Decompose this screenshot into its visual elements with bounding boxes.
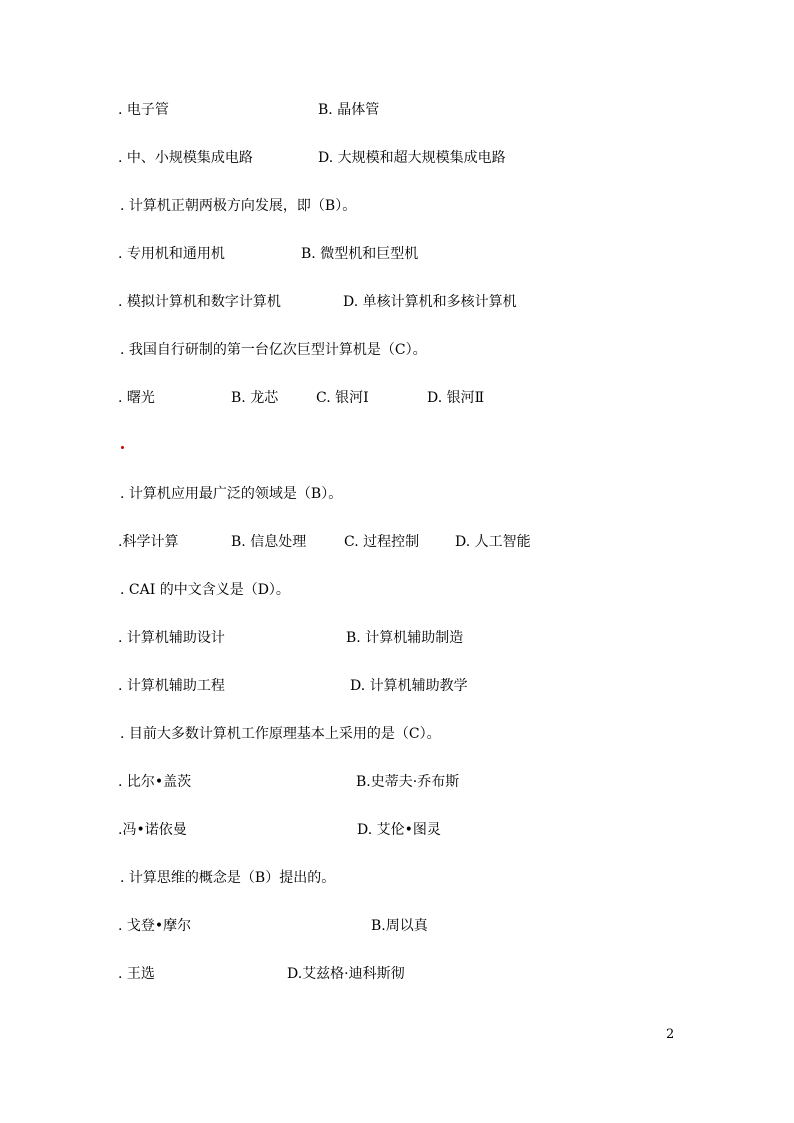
- option-a: . 专用机和通用机: [118, 246, 225, 262]
- red-dot-mark: [121, 446, 124, 449]
- option-a: . 比尔•盖茨: [118, 774, 192, 790]
- option-d: D.艾兹格·迪科斯彻: [287, 966, 405, 982]
- option-a: . 电子管: [118, 102, 169, 118]
- option-d: D. 计算机辅助教学: [350, 678, 468, 694]
- question-text: . 我国自行研制的第一台亿次巨型计算机是（C）。: [120, 342, 427, 358]
- question-text: . 计算思维的概念是（B）提出的。: [120, 870, 336, 886]
- question-text: . 计算机应用最广泛的领域是（B）。: [120, 486, 343, 502]
- page-number: 2: [666, 1027, 675, 1042]
- option-a: .科学计算: [118, 534, 179, 550]
- option-a: . 戈登•摩尔: [118, 918, 192, 934]
- option-b: B.史蒂夫·乔布斯: [356, 774, 460, 790]
- option-c: . 模拟计算机和数字计算机: [118, 294, 281, 310]
- question-text: . 计算机正朝两极方向发展，即（B）。: [120, 198, 357, 214]
- option-d: D. 人工智能: [455, 534, 531, 550]
- option-c: .冯•诺依曼: [118, 822, 187, 838]
- question-text: . CAI 的中文含义是（D）。: [120, 582, 290, 598]
- option-b: B. 信息处理: [231, 534, 307, 550]
- option-d: D. 银河Ⅱ: [427, 390, 485, 406]
- option-b: B. 微型机和巨型机: [301, 246, 419, 262]
- option-b: B. 龙芯: [231, 390, 279, 406]
- option-a: . 计算机辅助设计: [118, 630, 225, 646]
- option-c: . 中、小规模集成电路: [118, 150, 253, 166]
- question-text: . 目前大多数计算机工作原理基本上采用的是（C）。: [120, 726, 441, 742]
- option-d: D. 单核计算机和多核计算机: [343, 294, 517, 310]
- option-b: B. 计算机辅助制造: [346, 630, 464, 646]
- option-d: D. 艾伦•图灵: [357, 822, 441, 838]
- option-c: C. 过程控制: [344, 534, 420, 550]
- option-b: B. 晶体管: [318, 102, 380, 118]
- option-c: C. 银河Ⅰ: [316, 390, 369, 406]
- option-c: . 王选: [118, 966, 155, 982]
- option-a: . 曙光: [118, 390, 155, 406]
- option-c: . 计算机辅助工程: [118, 678, 225, 694]
- option-b: B.周以真: [371, 918, 428, 934]
- option-d: D. 大规模和超大规模集成电路: [318, 150, 506, 166]
